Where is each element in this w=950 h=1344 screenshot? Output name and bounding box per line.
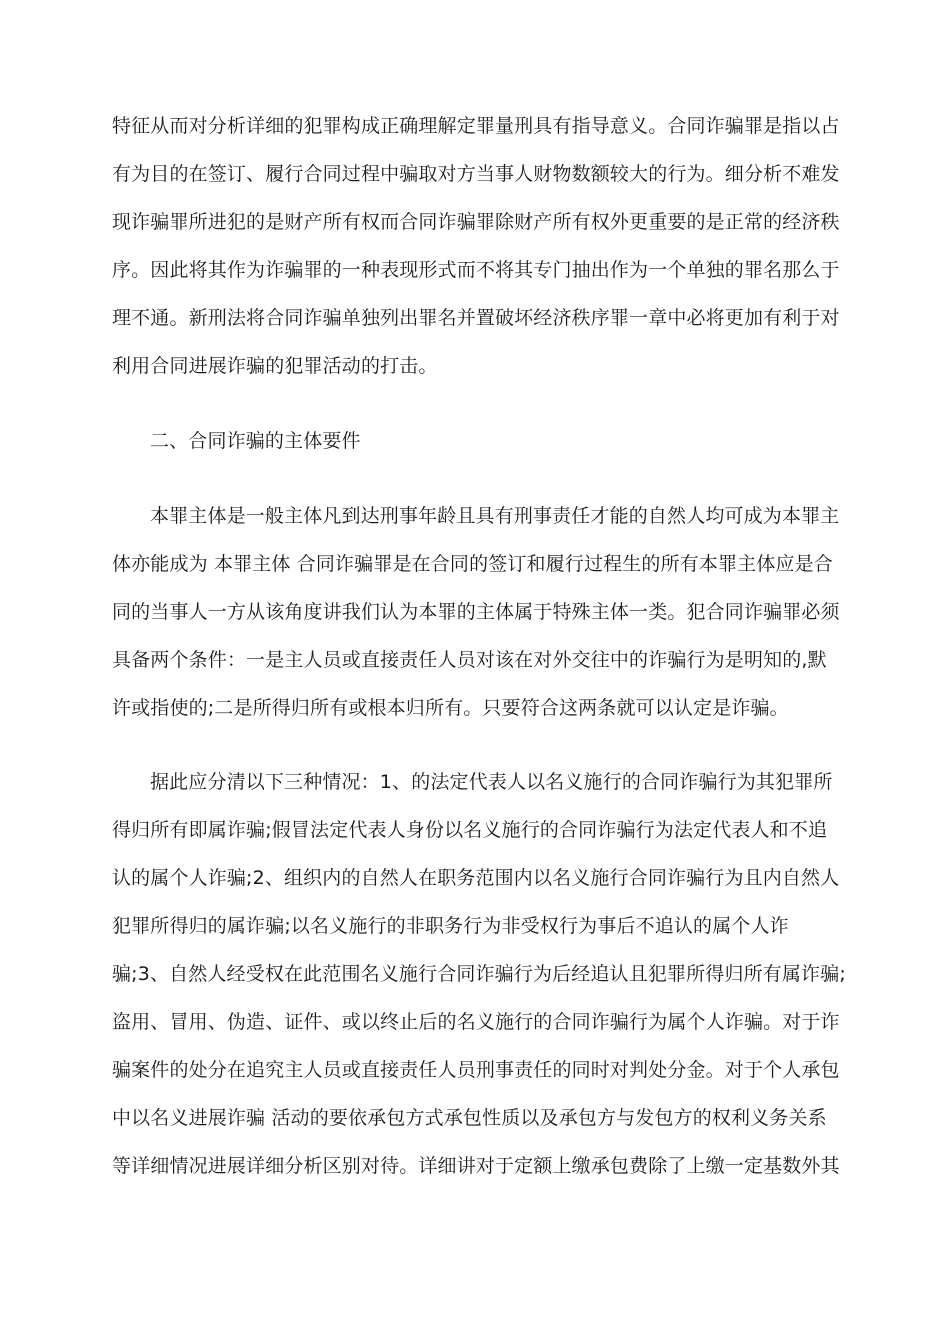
paragraph-3-line-6: 盗用、冒用、伪造、证件、或以终止后的名义施行的合同诈骗行为属个人诈骗。对于诈: [112, 1011, 840, 1033]
paragraph-2-line-4: 具备两个条件：一是主人员或直接责任人员对该在对外交往中的诈骗行为是明知的,默: [112, 649, 827, 671]
paragraph-2-line-2: 体亦能成为 本罪主体 合同诈骗罪是在合同的签订和履行过程生的所有本罪主体应是合: [112, 553, 833, 575]
paragraph-2-line-3: 同的当事人一方从该角度讲我们认为本罪的主体属于特殊主体一类。犯合同诈骗罪必须: [112, 601, 840, 623]
paragraph-1-line-4: 序。因此将其作为诈骗罪的一种表现形式而不将其专门抽出作为一个单独的罪名那么于: [112, 259, 840, 281]
paragraph-1-line-2: 有为目的在签订、履行合同过程中骗取对方当事人财物数额较大的行为。细分析不难发: [112, 163, 840, 185]
paragraph-3-line-3: 认的属个人诈骗;2、组织内的自然人在职务范围内以名义施行合同诈骗行为且内自然人: [112, 867, 840, 889]
section-heading: 二、合同诈骗的主体要件: [150, 430, 361, 452]
paragraph-1-line-1: 特征从而对分析详细的犯罪构成正确理解定罪量刑具有指导意义。合同诈骗罪是指以占: [112, 115, 840, 137]
paragraph-3-line-5: 骗;3、自然人经受权在此范围名义施行合同诈骗行为后经追认且犯罪所得归所有属诈骗;: [112, 963, 846, 985]
paragraph-1-line-5: 理不通。新刑法将合同诈骗单独列出罪名并置破坏经济秩序罪一章中必将更加有利于对: [112, 307, 840, 329]
paragraph-3-line-1: 据此应分清以下三种情况：1、的法定代表人以名义施行的合同诈骗行为其犯罪所: [150, 771, 833, 793]
paragraph-2-line-5: 许或指使的;二是所得归所有或根本归所有。只要符合这两条就可以认定是诈骗。: [112, 697, 789, 719]
paragraph-3-line-2: 得归所有即属诈骗;假冒法定代表人身份以名义施行的合同诈骗行为法定代表人和不追: [112, 819, 828, 841]
paragraph-1-line-6: 利用合同进展诈骗的犯罪活动的打击。: [112, 355, 438, 377]
paragraph-3-line-4: 犯罪所得归的属诈骗;以名义施行的非职务行为非受权行为事后不追认的属个人诈: [112, 915, 789, 937]
paragraph-3-line-8: 中以名义进展诈骗 活动的要依承包方式承包性质以及承包方与发包方的权利义务关系: [112, 1107, 827, 1129]
paragraph-3-line-7: 骗案件的处分在追究主人员或直接责任人员刑事责任的同时对判处分金。对于个人承包: [112, 1059, 840, 1081]
paragraph-2-line-1: 本罪主体是一般主体凡到达刑事年龄且具有刑事责任才能的自然人均可成为本罪主: [150, 505, 840, 527]
paragraph-1-line-3: 现诈骗罪所进犯的是财产所有权而合同诈骗罪除财产所有权外更重要的是正常的经济秩: [112, 211, 840, 233]
paragraph-3-line-9: 等详细情况进展详细分析区别对待。详细讲对于定额上缴承包费除了上缴一定基数外其: [112, 1155, 840, 1177]
